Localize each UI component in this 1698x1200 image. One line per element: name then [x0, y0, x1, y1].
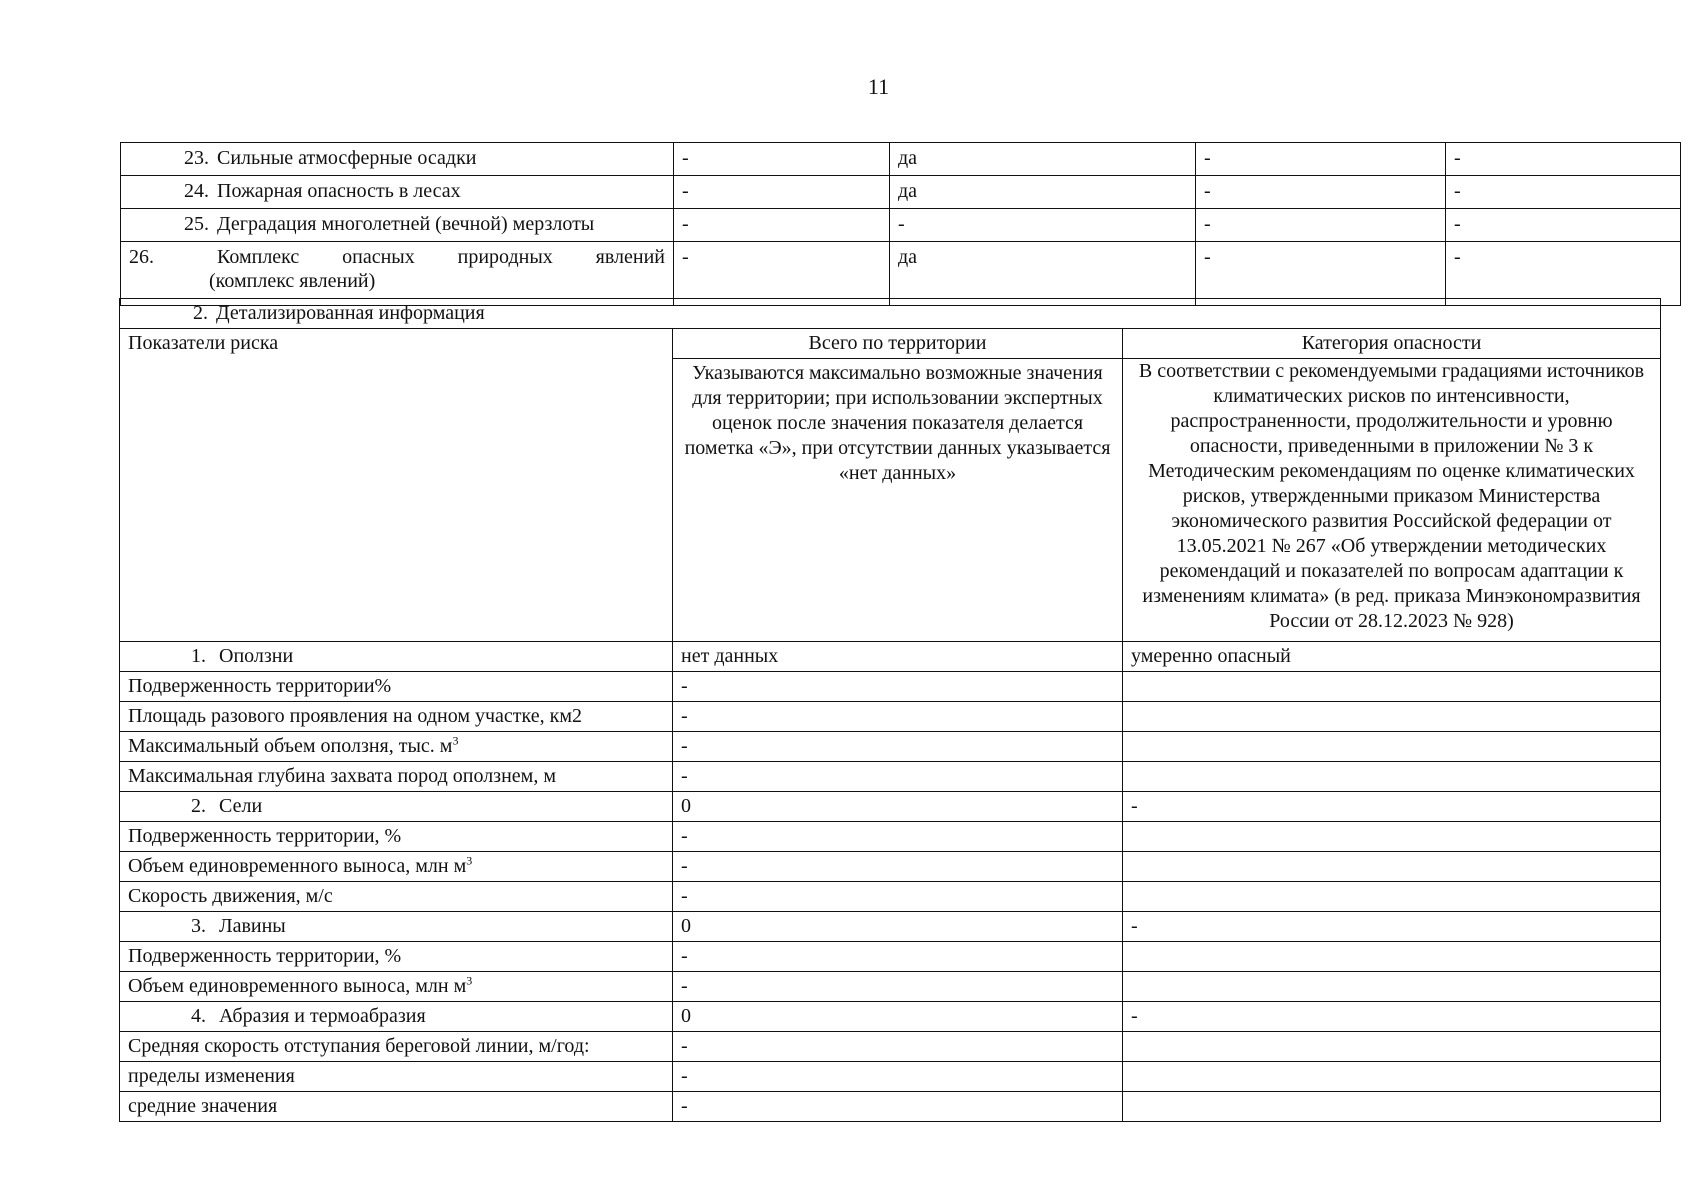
group-total: 0: [673, 792, 1123, 822]
detail-table: [119, 298, 1661, 1122]
table-cell: да: [890, 242, 1196, 306]
table-cell: -: [1446, 242, 1681, 306]
table-row: [120, 822, 1661, 852]
hazard-name: Пожарная опасность в лесах: [217, 180, 461, 202]
indicator-label: Подверженность территории%: [128, 675, 392, 697]
indicator-label: Объем единовременного выноса, млн м: [128, 975, 467, 997]
table-cell: -: [674, 209, 890, 242]
group-category: умеренно опасный: [1123, 642, 1661, 672]
row-number: 26.: [129, 246, 154, 268]
indicator-value: -: [673, 702, 1123, 732]
table-row: [120, 762, 1661, 792]
indicator-label: Подверженность территории, %: [128, 825, 402, 847]
table-row: [120, 672, 1661, 702]
table-cell: [1123, 762, 1661, 792]
table-row: [120, 882, 1661, 912]
table-cell: [1123, 942, 1661, 972]
group-name: Оползни: [219, 645, 294, 667]
table-row: [121, 143, 1681, 176]
indicator-label-cell: [120, 1062, 673, 1092]
indicator-label: Подверженность территории, %: [128, 945, 402, 967]
group-name-cell: [120, 1002, 673, 1032]
indicator-value: -: [673, 972, 1123, 1002]
group-name: Абразия и термоабразия: [219, 1005, 426, 1027]
table-cell: [1123, 882, 1661, 912]
section-title: Детализированная информация: [216, 302, 485, 324]
table-row: [121, 242, 1681, 306]
table-row: [120, 732, 1661, 762]
indicator-label-cell: [120, 972, 673, 1002]
page-number: 11: [867, 74, 890, 99]
table-cell: -: [674, 242, 890, 306]
indicator-label-cell: [120, 1092, 673, 1122]
table-cell: [1123, 702, 1661, 732]
table-row: [121, 209, 1681, 242]
hazard-name: Сильные атмосферные осадки: [217, 147, 477, 169]
table-row: [120, 642, 1661, 672]
table-cell: [1123, 672, 1661, 702]
indicator-label-cell: [120, 1032, 673, 1062]
table-cell: [1123, 822, 1661, 852]
table-row: [121, 176, 1681, 209]
table-cell: -: [674, 176, 890, 209]
group-category: -: [1123, 792, 1661, 822]
hazard-name-cell: [121, 242, 674, 306]
indicator-value: -: [673, 1032, 1123, 1062]
indicator-label-cell: [120, 942, 673, 972]
hazard-name-cell: [121, 143, 674, 176]
indicator-label: Объем единовременного выноса, млн м: [128, 855, 467, 877]
table-cell: [1123, 732, 1661, 762]
indicator-label-cell: [120, 732, 673, 762]
table-cell: да: [890, 176, 1196, 209]
indicator-label: Максимальная глубина захвата пород оползнем, м: [128, 765, 556, 787]
group-total: нет данных: [673, 642, 1123, 672]
indicator-value: -: [673, 852, 1123, 882]
indicator-label: средние значения: [128, 1095, 278, 1117]
table-row: [120, 702, 1661, 732]
hazard-name: Комплекс опасных природных явлений: [217, 246, 665, 268]
table-row: [120, 1032, 1661, 1062]
indicator-label-cell: [120, 882, 673, 912]
group-name-cell: [120, 642, 673, 672]
table-cell: -: [1196, 209, 1446, 242]
indicator-label: Площадь разового проявления на одном участке, км2: [128, 705, 583, 727]
table-row: [120, 972, 1661, 1002]
table-row: [120, 792, 1661, 822]
table-cell: [1123, 1032, 1661, 1062]
indicator-value: -: [673, 732, 1123, 762]
hazard-name-continuation: (комплекс явлений): [209, 270, 376, 292]
indicator-value: -: [673, 1062, 1123, 1092]
indicator-value: -: [673, 882, 1123, 912]
indicator-label-cell: [120, 852, 673, 882]
col-header-category: Категория опасности: [1123, 329, 1661, 359]
indicator-label-cell: [120, 702, 673, 732]
group-total: 0: [673, 912, 1123, 942]
indicator-value: -: [673, 672, 1123, 702]
section-heading-row: [120, 299, 1661, 329]
indicator-label-cell: [120, 822, 673, 852]
group-name-cell: [120, 912, 673, 942]
indicator-value: -: [673, 1092, 1123, 1122]
table-cell: [1123, 1062, 1661, 1092]
table-cell: -: [1196, 143, 1446, 176]
unit-superscript: 3: [466, 973, 473, 988]
table-row: [120, 1092, 1661, 1122]
table-row: [120, 852, 1661, 882]
table-cell: [1123, 972, 1661, 1002]
group-name-cell: [120, 792, 673, 822]
group-name: Сели: [219, 795, 263, 817]
table-cell: [1123, 1092, 1661, 1122]
group-number: 4.: [191, 1005, 206, 1027]
table-row: [120, 1002, 1661, 1032]
table-row: [120, 912, 1661, 942]
group-number: 3.: [191, 915, 206, 937]
group-name: Лавины: [219, 915, 286, 937]
table-cell: да: [890, 143, 1196, 176]
indicator-value: -: [673, 942, 1123, 972]
risk-groups: [120, 642, 1661, 1122]
row-number: 24.: [184, 180, 209, 202]
table-row: [120, 1062, 1661, 1092]
indicator-label: Максимальный объем оползня, тыс. м: [128, 735, 453, 757]
group-category: -: [1123, 912, 1661, 942]
indicator-label: пределы изменения: [128, 1065, 295, 1087]
table-row: [120, 942, 1661, 972]
indicator-value: -: [673, 822, 1123, 852]
group-number: 2.: [191, 795, 206, 817]
hazards-table: [120, 142, 1681, 306]
group-category: -: [1123, 1002, 1661, 1032]
table-cell: -: [1446, 209, 1681, 242]
table-cell: -: [1196, 242, 1446, 306]
indicator-label: Скорость движения, м/с: [128, 885, 333, 907]
section-heading: [120, 299, 1661, 329]
hazard-name-cell: [121, 176, 674, 209]
indicator-value: -: [673, 762, 1123, 792]
col-header-indicators: Показатели риска: [120, 329, 673, 642]
table-cell: -: [1446, 143, 1681, 176]
category-note: В соответствии с рекомендуемыми градациями источников климатических рисков по интенсивности, распространенности, продолжительности и уровню опасности, приведенными в приложении № 3 к Методическим рекомендациям по оценке климатических рисков, утвержденными приказом Министерства экономического развития Российской федерации от 13.05.2021 № 267 «Об утверждении методических рекомендаций и показателей по вопросам адаптации к изменениям климата» (в ред. приказа Минэкономразвития России от 28.12.2023 № 928): [1123, 359, 1661, 642]
unit-superscript: 3: [466, 853, 473, 868]
hazard-name-cell: [121, 209, 674, 242]
table-cell: [1123, 852, 1661, 882]
group-total: 0: [673, 1002, 1123, 1032]
header-row: [120, 329, 1661, 359]
table-cell: -: [1196, 176, 1446, 209]
indicator-label-cell: [120, 762, 673, 792]
indicator-label-cell: [120, 672, 673, 702]
group-number: 1.: [191, 645, 206, 667]
table-cell: -: [890, 209, 1196, 242]
section-number: 2.: [193, 302, 208, 324]
table-cell: -: [1446, 176, 1681, 209]
indicator-label: Средняя скорость отступания береговой линии, м/год:: [128, 1035, 590, 1057]
row-number: 25.: [184, 213, 209, 235]
unit-superscript: 3: [452, 733, 459, 748]
row-number: 23.: [184, 147, 209, 169]
hazard-name: Деградация многолетней (вечной) мерзлоты: [217, 213, 595, 235]
col-header-total: Всего по территории: [673, 329, 1123, 359]
table-cell: -: [674, 143, 890, 176]
total-note: Указываются максимально возможные значения для территории; при использовании экспертных оценок после значения показателя делается пометка «Э», при отсутствии данных указывается «нет данных»: [673, 359, 1123, 642]
